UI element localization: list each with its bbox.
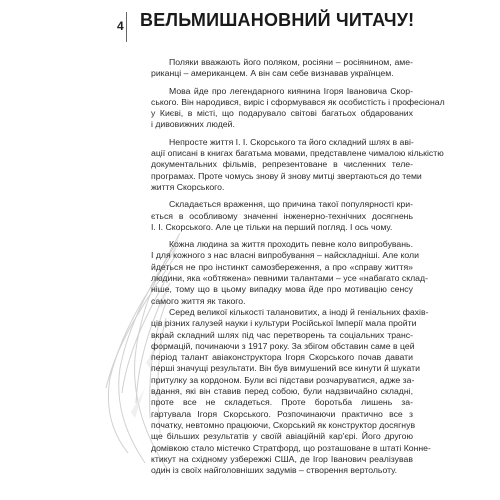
text-line: документальних фільмів, репрезентоване в численних теле-: [151, 159, 413, 170]
paragraph: [151, 136, 444, 193]
text-line: самого життя як такого.: [151, 295, 246, 306]
body-text: [151, 57, 445, 482]
text-line: Складається враження, що причина такої популярності кри-: [169, 199, 413, 210]
text-line: Непросте життя І. І. Скорського та його складний шлях в аві-: [169, 136, 414, 147]
page-heading: ВЕЛЬМИШАНОВНИЙ ЧИТАЧУ!: [140, 10, 415, 30]
paragraph: [151, 306, 431, 476]
paragraph: [151, 239, 428, 307]
text-line: Серед великої кількості талановитих, а іноді й геніальних фахів-: [169, 306, 429, 317]
text-line: у Києві, в місті, що подарувало світові багатьох обдарованих: [151, 108, 413, 119]
text-line: людини, яка «обтяжена» певними талантами – усе «набагато склад-: [151, 273, 428, 284]
text-line: вдання, які він ставив перед собою, були надзвичайно складні,: [151, 386, 413, 397]
text-line: програмах. Проте чомусь знову й знову митці звертаються до теми: [151, 170, 422, 181]
text-line: і дивовижних людей.: [151, 119, 235, 130]
text-line: Кожна людина за життя проходить певне коло випробувань.: [169, 239, 413, 250]
text-line: формацій, починаючи з 1917 року. За збігом обставин саме в цей: [151, 340, 415, 351]
text-line: І для кожного з нас власні випробування – найскладніші. Але коли: [151, 250, 419, 261]
paragraph: [151, 57, 413, 80]
header-divider: [126, 12, 127, 42]
text-line: життя Скорського.: [151, 181, 225, 192]
text-line: ється в особливому значенні інженерно-технічних досягнень: [151, 210, 413, 221]
text-line: період талант авіаконструктора Ігоря Скорського почав давати: [151, 352, 413, 363]
page-number: 4: [117, 19, 124, 33]
text-line: вкрай складний шлях під час перетворень та соціальних транс-: [151, 329, 413, 340]
text-line: домівкою стало містечко Стратфорд, що розташоване в штаті Конне-: [151, 442, 431, 453]
text-line: притулку за кордоном. Були всі підстави розчаруватися, адже за-: [151, 374, 415, 385]
text-line: І. І. Скорського. Але це тільки на перший погляд. І ось чому.: [151, 221, 393, 232]
text-line: ще більших результатів у своїй авіаційній кар'єрі. Його другою: [151, 431, 413, 442]
text-line: риканці – американцем. А він сам себе визнавав українцем.: [151, 68, 394, 79]
text-line: Мова йде про легендарного киянина Ігоря Івановича Скор-: [169, 85, 413, 96]
text-line: один із своїх найголовніших задумів – створення вертольоту.: [151, 465, 398, 476]
text-line: ації описані в книгах багатьма мовами, представлене чималою кількістю: [151, 148, 444, 159]
text-line: початку, невтомно працюючи, Скорський як конструктор досягнув: [151, 419, 416, 430]
text-line: ктикут на східному узбережжі США, де Ігор Іванович реалізував: [151, 453, 413, 464]
text-line: гартувала Ігоря Скорського. Розпочинаючи практично все з: [151, 408, 413, 419]
paragraph: [151, 199, 413, 233]
text-line: йдеться не про інстинкт самозбереження, а про «справу життя»: [151, 261, 413, 272]
paragraph: [151, 85, 445, 131]
text-line: ського. Він народився, виріс і сформувався як особистість і професіонал: [151, 96, 445, 107]
text-line: ців різних галузей науки і культури Російської Імперії мала пройти: [151, 318, 417, 329]
text-line: ніше, тому що в цьому випадку мова йде про мотивацію сенсу: [151, 284, 413, 295]
text-line: Поляки вважають його поляком, росіяни – росіянином, аме-: [169, 57, 413, 67]
text-line: проте все не складеться. Проте боротьба лишень за-: [151, 397, 413, 408]
text-line: перші значущі результати. Він був вимушений все кинути й шукати: [151, 363, 420, 374]
